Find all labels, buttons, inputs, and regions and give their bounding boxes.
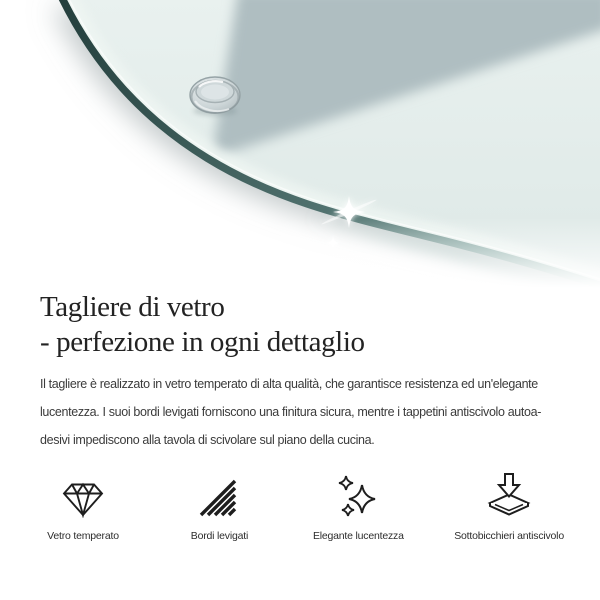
feature-elegant-shine: [313, 478, 404, 542]
title-line-1: Tagliere di vetro: [40, 291, 225, 323]
page-title: [40, 288, 564, 360]
coaster-icon: [485, 478, 533, 518]
diamond-icon: [60, 478, 106, 518]
feature-label: Sottobicchieri antiscivolo: [454, 530, 564, 542]
feature-antislip-coasters: [454, 478, 564, 542]
polished-edge-icon: [196, 478, 242, 518]
intro-paragraph: [40, 370, 564, 454]
intro-line: Il tagliere è realizzato in vetro temperato di alta qualità, che garantisce resistenza ed un'elegante: [40, 377, 538, 391]
product-photo: [0, 0, 600, 288]
feature-label: Elegante lucentezza: [312, 530, 404, 542]
feature-label: Vetro temperato: [47, 530, 119, 542]
feature-list: [40, 478, 564, 542]
intro-line: lucentezza. I suoi bordi levigati forniscono una finitura sicura, mentre i tappetini antiscivolo autoa-: [40, 405, 542, 419]
product-description-section: [0, 288, 600, 542]
feature-polished-edges: [176, 478, 262, 542]
intro-line: desivi impediscono alla tavola di scivolare sul piano della cucina.: [40, 433, 375, 447]
feature-tempered-glass: [40, 478, 126, 542]
feature-label: Bordi levigati: [190, 530, 249, 542]
title-line-2: - perfezione in ogni dettaglio: [40, 326, 365, 358]
sparkles-icon: [335, 478, 381, 518]
silicone-foot: [190, 77, 240, 116]
